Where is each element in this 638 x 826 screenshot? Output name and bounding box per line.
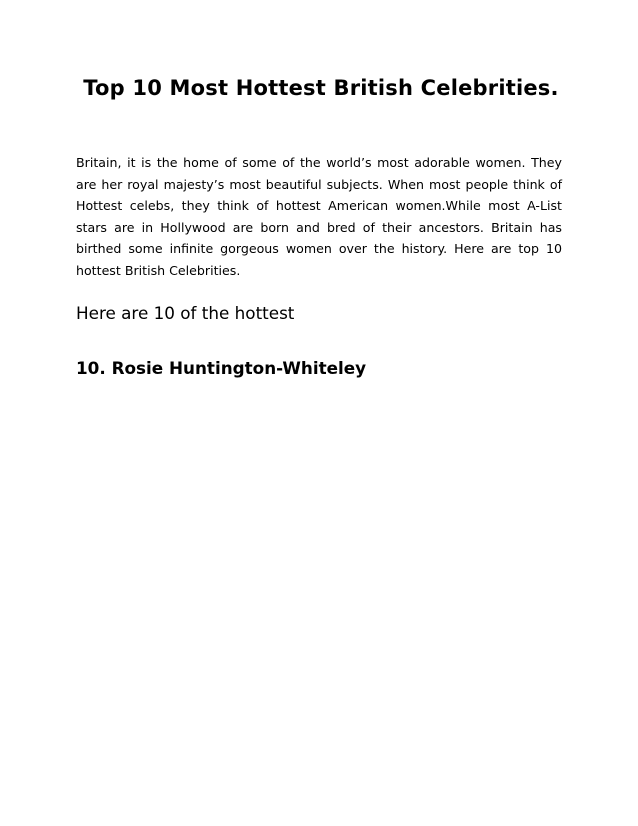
- list-item-heading: 10. Rosie Huntington-Whiteley: [76, 358, 367, 378]
- page-title: Top 10 Most Hottest British Celebrities.: [83, 76, 559, 100]
- section-subheading: Here are 10 of the hottest: [76, 303, 295, 323]
- intro-paragraph: Britain, it is the home of some of the world’s most adorable women. They are her royal majesty’s most beautiful subjects. When most people think of Hottest celebs, they think of hottest American women.While most A-List stars are in Hollywood are born and bred of their ancestors. Britain has birthed some infinite gorgeous women over the history. Here are top 10 hottest British Celebrities.: [76, 155, 562, 278]
